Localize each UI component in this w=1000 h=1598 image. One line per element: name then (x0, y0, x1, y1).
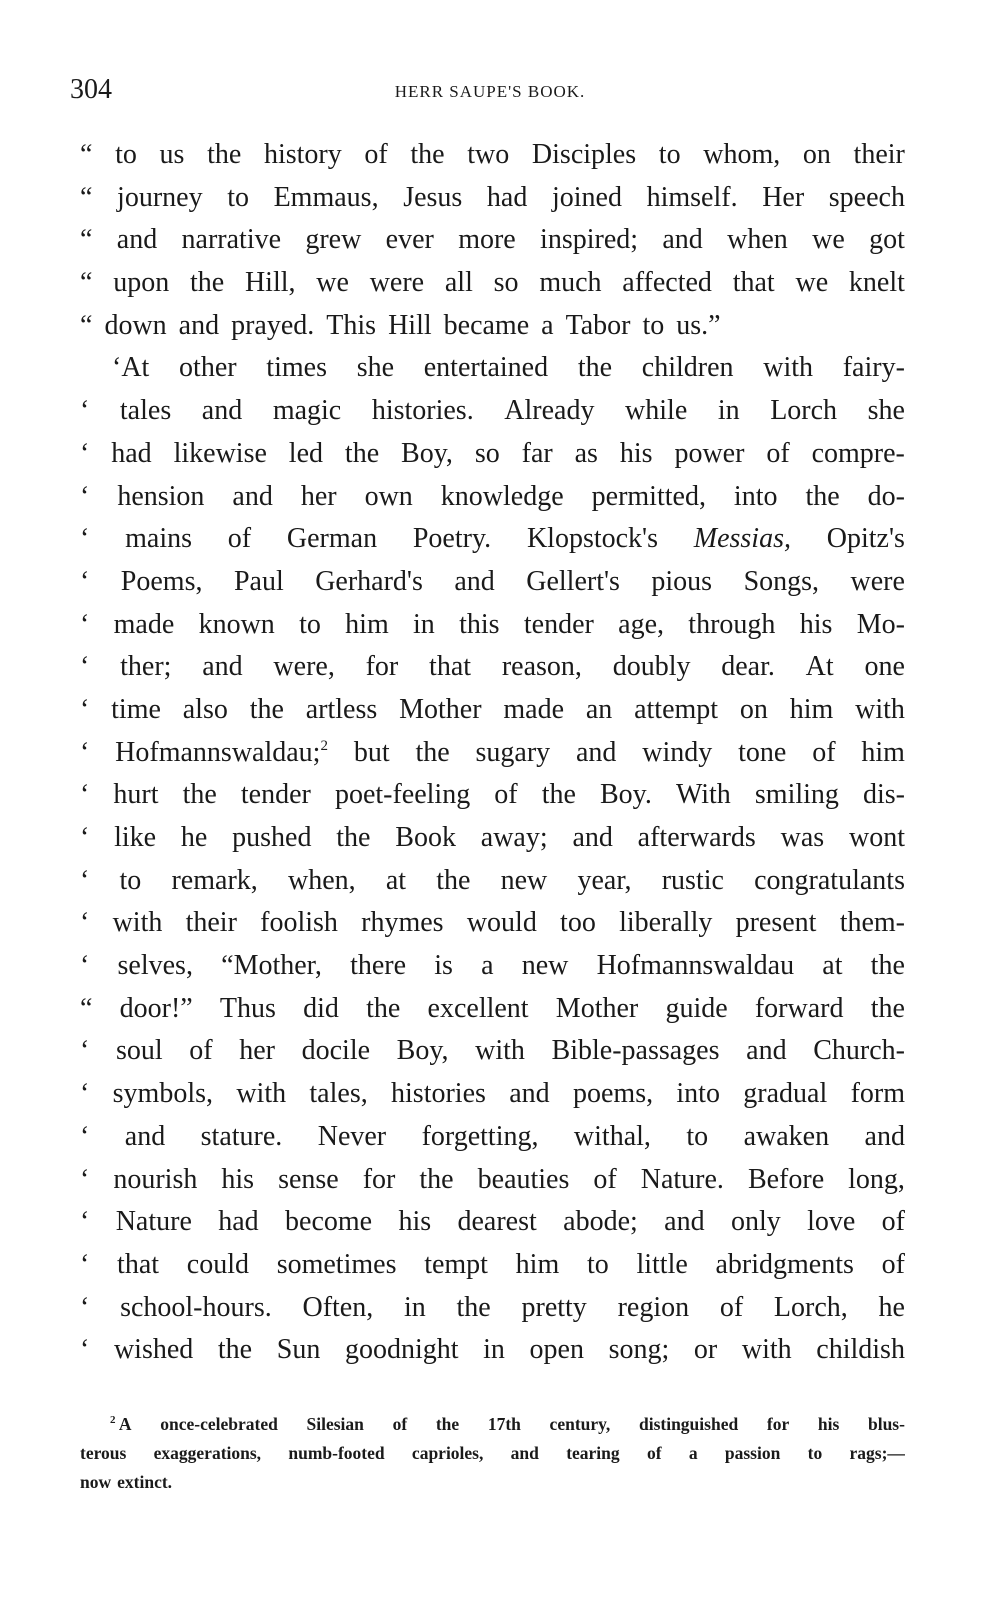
text-line: ‘ made known to him in this tender age, through his Mo- (80, 608, 905, 640)
text-line: ‘ time also the artless Mother made an attempt on him with (80, 693, 905, 725)
text-line: “ to us the history of the two Disciples to whom, on their (80, 139, 905, 170)
text-line: ‘ tales and magic histories. Already while in Lorch she (80, 395, 905, 427)
footnote-marker: 2 (110, 1414, 116, 1427)
running-head: HERR SAUPE'S BOOK. (394, 82, 586, 101)
text-line: ‘ had likewise led the Boy, so far as his power of compre- (80, 437, 905, 469)
footnote-line: $^2$ A once-celebrated Silesian of the 17th century, distinguished for his blus- (110, 1414, 905, 1434)
text-line: ‘ school-hours. Often, in the pretty region of Lorch, he (80, 1291, 905, 1323)
paragraph-2 (80, 347, 905, 1372)
text-line: ‘ like he pushed the Book away; and afterwards was wont (80, 822, 905, 853)
text-line: ‘ hension and her own knowledge permitted, into the do- (80, 480, 905, 512)
text-line: “ upon the Hill, we were all so much affected that we knelt (80, 267, 905, 299)
text-line: ‘ hurt the tender poet-feeling of the Boy. With smiling dis- (80, 779, 905, 811)
text-line: ‘ Poems, Paul Gerhard's and Gellert's pious Songs, were (80, 565, 905, 597)
text-line: ‘ mains of German Poetry. Klopstock's Messias, Opitz's (80, 518, 905, 561)
italic-title: Messias, (693, 523, 791, 555)
text-line: “ door!” Thus did the excellent Mother guide forward the (80, 992, 905, 1024)
text-line: ‘ Hofmannswaldau;2 but the sugary and windy tone of him (80, 736, 905, 768)
text-line: ‘ symbols, with tales, histories and poems, into gradual form (80, 1078, 905, 1110)
footnote (80, 1410, 905, 1497)
text-line: ‘ and stature. Never forgetting, withal, to awaken and (80, 1120, 905, 1152)
page-header (70, 74, 910, 114)
paragraph-1 (80, 134, 905, 347)
text-line: ‘ soul of her docile Boy, with Bible-passages and Church- (80, 1035, 905, 1067)
text-line: ‘ ther; and were, for that reason, doubly dear. At one (80, 651, 905, 683)
text-line: ‘ wished the Sun goodnight in open song; or with childish (80, 1334, 905, 1366)
text-line: ‘ that could sometimes tempt him to little abridgments of (80, 1248, 905, 1280)
text-line: “ journey to Emmaus, Jesus had joined himself. Her speech (80, 181, 905, 213)
text-line: ‘ with their foolish rhymes would too liberally present them- (80, 907, 905, 939)
page-number: 304 (70, 74, 112, 105)
text-line: ‘ Nature had become his dearest abode; and only love of (80, 1206, 905, 1238)
text-line: ‘ selves, “Mother, there is a new Hofmannswaldau at the (80, 950, 905, 982)
body-text (80, 134, 905, 1372)
footnote-line: now extinct. (80, 1472, 173, 1492)
text-line: ‘ to remark, when, at the new year, rustic congratulants (80, 864, 905, 896)
text-line: ‘ nourish his sense for the beauties of Nature. Before long, (80, 1163, 905, 1195)
text-line: “ down and prayed. This Hill became a Tabor to us.” (80, 309, 721, 341)
footnote-line: terous exaggerations, numb-footed caprioles, and tearing of a passion to rags;— (80, 1443, 905, 1463)
text-line: ‘At other times she entertained the children with fairy- (112, 352, 905, 384)
text-line: “ and narrative grew ever more inspired; and when we got (80, 224, 905, 256)
